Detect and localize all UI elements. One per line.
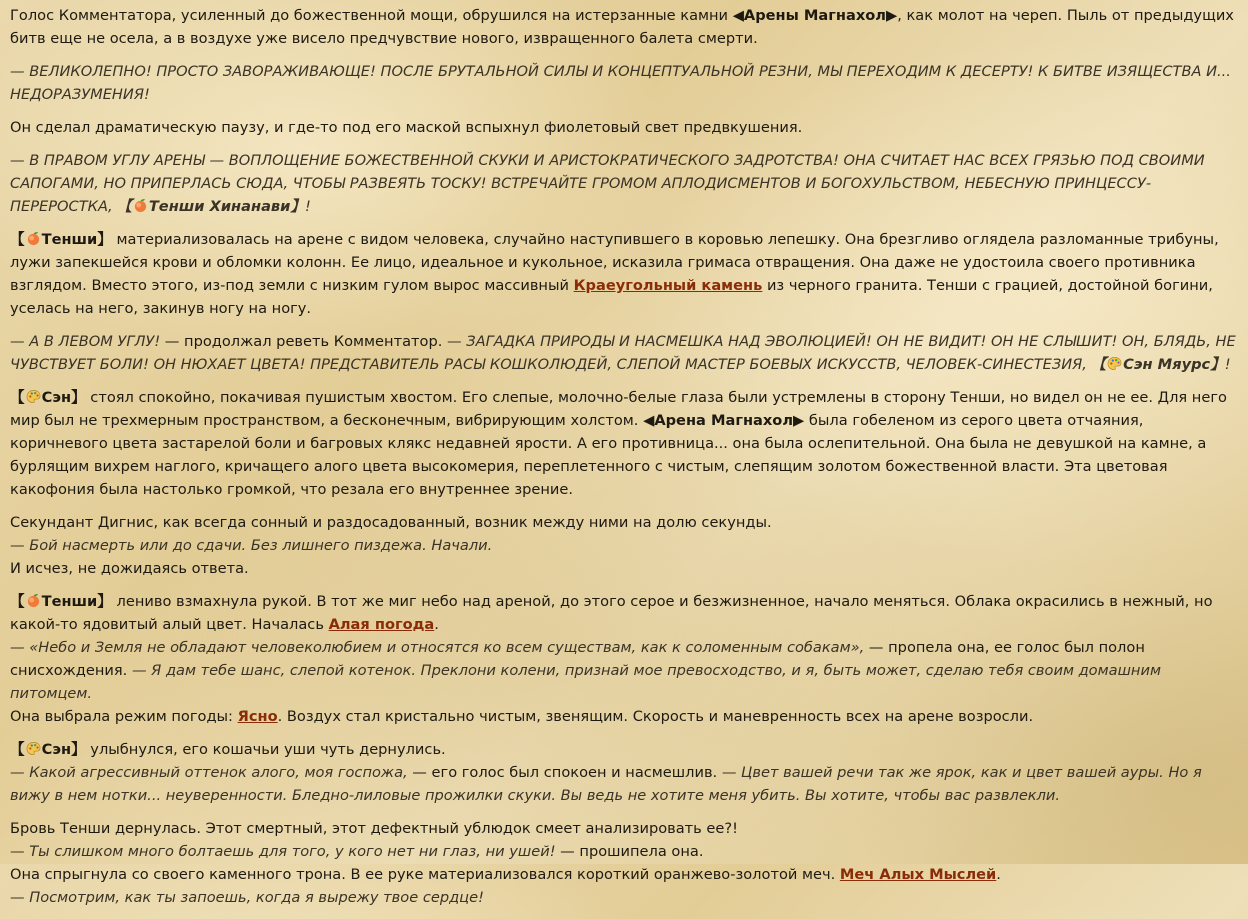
dialogue-line: — Ты слишком много болтаешь для того, у кого нет ни глаз, ни ушей! (10, 843, 556, 860)
dialogue-line: — Цвет вашей речи так же ярок, как и цвет вашей ауры. Но я вижу в нем нотки... неуверенности. Бледно-лиловые прожилки скуки. Вы ведь не хотите меня убить. Вы хотите, чтобы вас развлекли. (10, 764, 1202, 804)
paragraph: 【 Тенши】 лениво взмахнула рукой. В тот же миг небо над ареной, до этого серое и безжизненное, начало меняться. Облака окрасились в нежный, но какой-то ядовитый алый цвет. Началась Алая погода. — «Небо и Земля не обладают человеколюбием и относятся ко всем существам, как к соломенным собакам», — пропела она, ее голос был полон снисхождения. — Я дам тебе шанс, слепой котенок. Преклони колени, признай мое превосходство, и я, быть может, сделаю тебя своим домашним питомцем. Она выбрала режим погоды: Ясно. Воздух стал кристально чистым, звенящим. Скорость и маневренность всех на арене возросли. (10, 593, 1213, 725)
narration: — продолжал реветь Комментатор. (160, 333, 447, 350)
clear-weather-link[interactable]: Ясно (237, 708, 278, 725)
scarlet-thoughts-sword-link[interactable]: Меч Алых Мыслей (839, 866, 997, 883)
scarlet-weather-link[interactable]: Алая погода (328, 616, 435, 633)
arena-name: ◀Арена Магнахол▶ (643, 412, 805, 429)
narration: улыбнулся, его кошачьи уши чуть дернулись. (85, 741, 446, 758)
palette-icon (1107, 356, 1122, 371)
dialogue-line: — Какой агрессивный оттенок алого, моя госпожа, (10, 764, 408, 781)
dialogue-line: — «Небо и Земля не обладают человеколюбием и относятся ко всем существам, как к соломенным собакам», (10, 639, 865, 656)
commentator-quote: — ЗАГАДКА ПРИРОДЫ И НАСМЕШКА НАД ЭВОЛЮЦИЕЙ! ОН НЕ ВИДИТ! ОН НЕ СЛЫШИТ! ОН, БЛЯДЬ, НЕ ЧУВСТВУЕТ БОЛИ! ОН НЮХАЕТ ЦВЕТА! ПРЕДСТАВИТЕЛЬ РАСЫ КОШКОЛЮДЕЙ, СЛЕПОЙ МАСТЕР БОЕВЫХ ИСКУССТВ, ЧЕЛОВЕК-СИНЕСТЕЗИЯ, (10, 333, 1236, 373)
character-tag-sen[interactable]: 【 Сэн】 (10, 741, 86, 758)
character-tag-sen[interactable]: 【 Сэн Мяурс】 (1091, 356, 1225, 373)
peach-icon (26, 231, 41, 246)
narration: , как молот на череп. Пыль от предыдущих битв еще не осела, а в воздухе уже висело предчувствие нового, извращенного балета смерти. (10, 7, 1234, 47)
narration: Секундант Дигнис, как всегда сонный и раздосадованный, возник между ними на долю секунды. (10, 514, 772, 531)
narration: И исчез, не дожидаясь ответа. (10, 560, 249, 577)
character-tag-sen[interactable]: 【 Сэн】 (10, 389, 86, 406)
paragraph (10, 386, 1238, 501)
narration: лениво взмахнула рукой. В тот же миг небо над ареной, до этого серое и безжизненное, начало меняться. Облака окрасились в нежный, но какой-то ядовитый алый цвет. Началась (10, 593, 1213, 633)
paragraph: — В ПРАВОМ УГЛУ АРЕНЫ — ВОПЛОЩЕНИЕ БОЖЕСТВЕННОЙ СКУКИ И АРИСТОКРАТИЧЕСКОГО ЗАДРОТСТВА! ОНА СЧИТАЕТ НАС ВСЕХ ГРЯЗЬЮ ПОД СВОИМИ САПОГАМИ, НО ПРИПЕРЛАСЬ СЮДА, ЧТОБЫ РАЗВЕЯТЬ ТОСКУ! ВСТРЕЧАЙТЕ ГРОМОМ АПЛОДИСМЕНТОВ И БОГОХУЛЬСТВОМ, НЕБЕСНУЮ ПРИНЦЕССУ-ПЕРЕРОСТКА, 【 Тенши Хинанави】! (10, 152, 1205, 215)
paragraph: Он сделал драматическую паузу, и где-то под его маской вспыхнул фиолетовый свет предвкушения. (10, 119, 803, 136)
dialogue-line: — Бой насмерть или до сдачи. Без лишнего пиздежа. Начали. (10, 537, 493, 554)
paragraph: — А В ЛЕВОМ УГЛУ! — продолжал реветь Комментатор. — ЗАГАДКА ПРИРОДЫ И НАСМЕШКА НАД ЭВОЛЮЦИЕЙ! ОН НЕ ВИДИТ! ОН НЕ СЛЫШИТ! ОН, БЛЯДЬ, НЕ ЧУВСТВУЕТ БОЛИ! ОН НЮХАЕТ ЦВЕТА! ПРЕДСТАВИТЕЛЬ РАСЫ КОШКОЛЮДЕЙ, СЛЕПОЙ МАСТЕР БОЕВЫХ ИСКУССТВ, ЧЕЛОВЕК-СИНЕСТЕЗИЯ, 【 Сэн Мяурс】! (10, 333, 1236, 373)
peach-icon (133, 198, 148, 213)
keystone-link[interactable]: Краеугольный камень (573, 277, 763, 294)
narration: — пропела она, ее голос был полон снисхождения. (10, 639, 1145, 679)
commentator-quote: — В ПРАВОМ УГЛУ АРЕНЫ — ВОПЛОЩЕНИЕ БОЖЕСТВЕННОЙ СКУКИ И АРИСТОКРАТИЧЕСКОГО ЗАДРОТСТВА! ОНА СЧИТАЕТ НАС ВСЕХ ГРЯЗЬЮ ПОД СВОИМИ САПОГАМИ, НО ПРИПЕРЛАСЬ СЮДА, ЧТОБЫ РАЗВЕЯТЬ ТОСКУ! ВСТРЕЧАЙТЕ ГРОМОМ АПЛОДИСМЕНТОВ И БОГОХУЛЬСТВОМ, НЕБЕСНУЮ ПРИНЦЕССУ-ПЕРЕРОСТКА, (10, 152, 1205, 215)
paragraph (10, 511, 1238, 580)
narration: была гобеленом из серого цвета отчаяния, коричневого цвета застарелой боли и багровых клякс недавней ярости. А его противница... она была ослепительной. Она была не девушкой на камне, а бурлящим вихрем наглого, кричащего алого цвета высокомерия, переплетенного с чистым, слепящим золотом божественной власти. Эта цветовая какофония была настолько громкой, что резала его внутреннее зрение. (10, 412, 1207, 498)
narration: . Воздух стал кристально чистым, звенящим. Скорость и маневренность всех на арене возросли. (277, 708, 1034, 725)
dialogue-line: — Посмотрим, как ты запоешь, когда я вырежу твое сердце! (10, 889, 484, 906)
commentator-quote: — А В ЛЕВОМ УГЛУ! (10, 333, 161, 350)
narration: — его голос был спокоен и насмешлив. (407, 764, 722, 781)
narration: материализовалась на арене с видом человека, случайно наступившего в коровью лепешку. Она брезгливо оглядела разломанные трибуны, лужи запекшейся крови и обломки колонн. Ее лицо, идеальное и кукольное, исказила гримаса отвращения. Она даже не удостоила своего противника взглядом. Вместо этого, из-под земли с низким гулом вырос массивный (10, 231, 1219, 294)
narration: Голос Комментатора, усиленный до божественной мощи, обрушился на истерзанные камни (10, 7, 733, 24)
paragraph: Бровь Тенши дернулась. Этот смертный, этот дефектный ублюдок смеет анализировать ее?! — Ты слишком много болтаешь для того, у кого нет ни глаз, ни ушей! — прошипела она. Она спрыгнула со своего каменного трона. В ее руке материализовался короткий оранжево-золотой меч. Меч Алых Мыслей. — Посмотрим, как ты запоешь, когда я вырежу твое сердце! (10, 817, 1238, 909)
narration: Бровь Тенши дернулась. Этот смертный, этот дефектный ублюдок смеет анализировать ее?! (10, 820, 738, 837)
narration: Она выбрала режим погоды: (10, 708, 238, 725)
narration: стоял спокойно, покачивая пушистым хвостом. Его слепые, молочно-белые глаза были устремлены в сторону Тенши, но видел он не ее. Для него мир был не трехмерным пространством, а бесконечным, вибрирующим холстом. (10, 389, 1227, 429)
dialogue-line: — Я дам тебе шанс, слепой котенок. Преклони колени, признай мое превосходство, и я, быть может, сделаю тебя своим домашним питомцем. (10, 662, 1161, 702)
narration: Она спрыгнула со своего каменного трона. В ее руке материализовался короткий оранжево-золотой меч. (10, 866, 840, 883)
narration: из черного гранита. Тенши с грацией, достойной богини, уселась на него, закинув ногу на ногу. (10, 277, 1213, 317)
paragraph (10, 738, 1238, 807)
character-tag-tenshi[interactable]: 【 Тенши】 (10, 231, 112, 248)
arena-name: ◀Арены Магнахол▶ (732, 7, 898, 24)
paragraph (10, 228, 1238, 320)
character-tag-tenshi[interactable]: 【 Тенши Хинанави】 (117, 198, 305, 215)
character-tag-tenshi[interactable]: 【 Тенши】 (10, 593, 112, 610)
narration: — прошипела она. (555, 843, 704, 860)
palette-icon (26, 741, 41, 756)
palette-icon (26, 389, 41, 404)
paragraph (10, 4, 1238, 50)
peach-icon (26, 593, 41, 608)
story-text (10, 4, 1238, 919)
commentator-quote: — ВЕЛИКОЛЕПНО! ПРОСТО ЗАВОРАЖИВАЮЩЕ! ПОСЛЕ БРУТАЛЬНОЙ СИЛЫ И КОНЦЕПТУАЛЬНОЙ РЕЗНИ, МЫ ПЕРЕХОДИМ К ДЕСЕРТУ! К БИТВЕ ИЗЯЩЕСТВА И... НЕДОРАЗУМЕНИЯ! (10, 63, 1231, 103)
